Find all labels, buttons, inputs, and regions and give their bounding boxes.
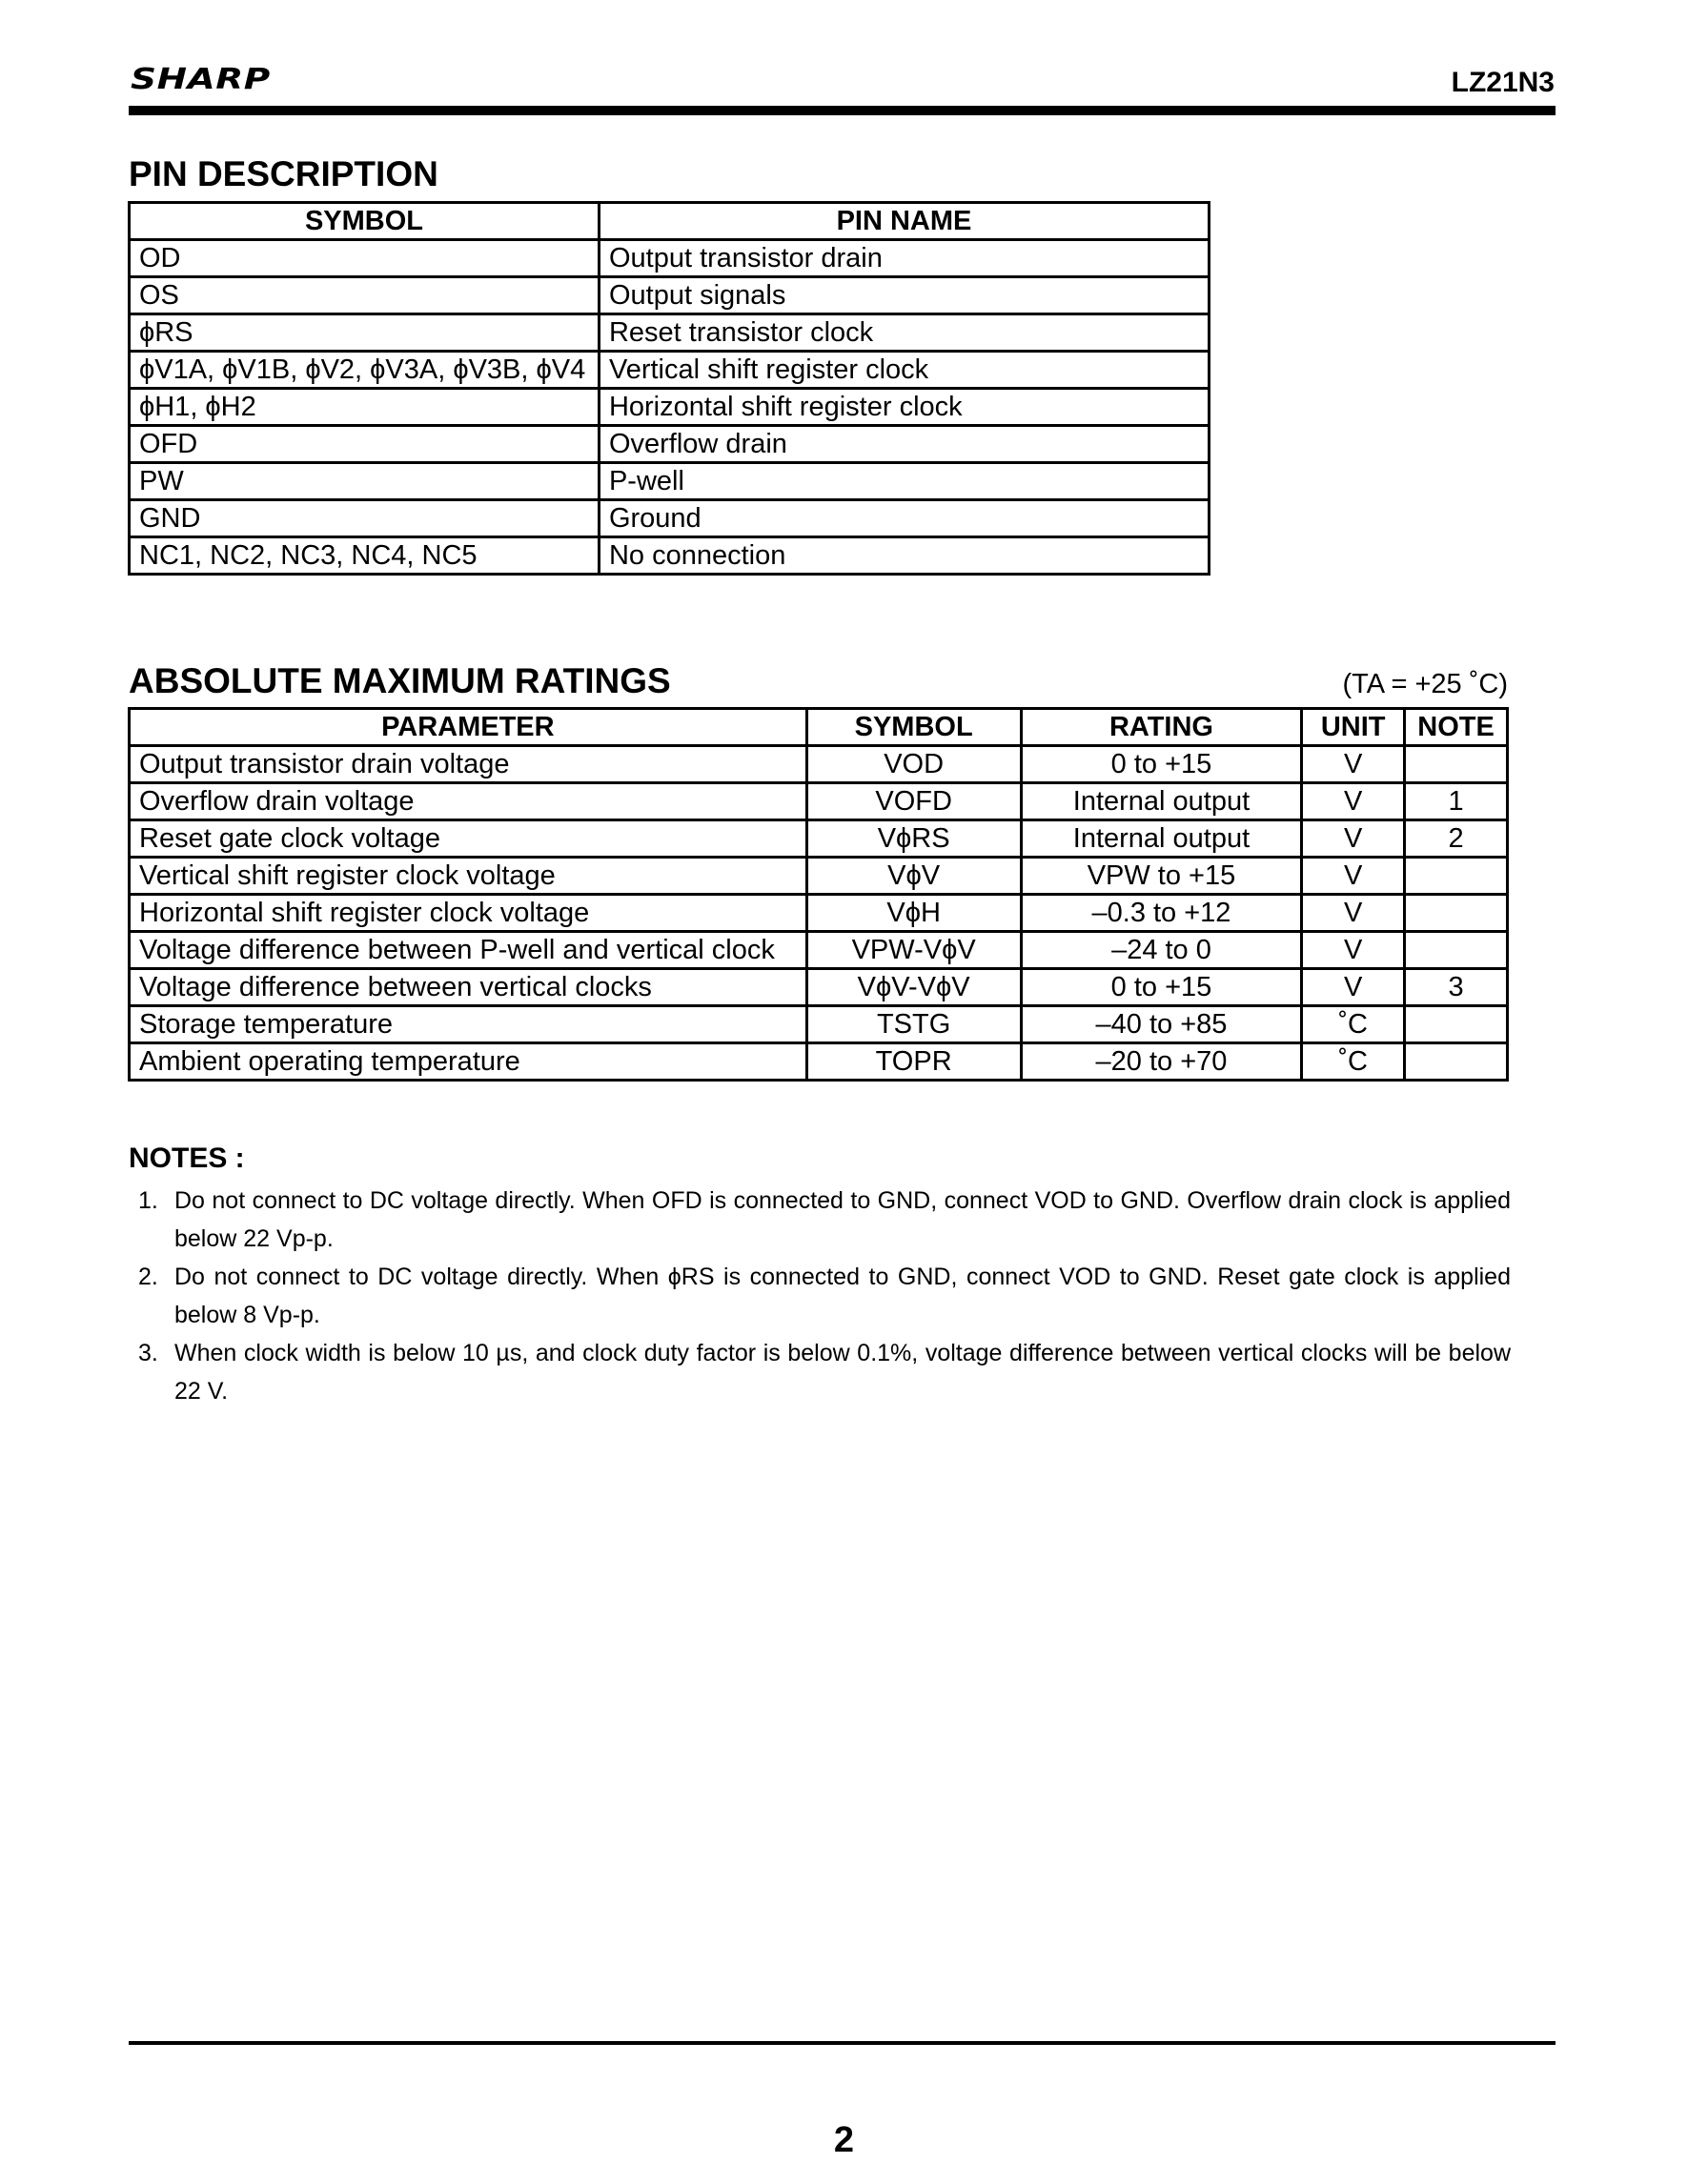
page-number: 2 [833, 2120, 855, 2160]
column-header: PIN NAME [599, 203, 1209, 240]
table-header-row [130, 203, 1210, 240]
rating-note [1405, 1006, 1508, 1043]
table-row [130, 783, 1508, 820]
table-row [130, 746, 1508, 783]
rating-note [1405, 895, 1508, 932]
pin-symbol: PW [130, 463, 600, 500]
rating-parameter: Ambient operating temperature [130, 1043, 807, 1081]
column-header: NOTE [1405, 709, 1508, 746]
rating-unit: V [1302, 895, 1405, 932]
table-row [130, 426, 1210, 463]
rating-value: VPW to +15 [1021, 858, 1302, 895]
column-header: UNIT [1302, 709, 1405, 746]
rating-note: 2 [1405, 820, 1508, 858]
table-row [130, 858, 1508, 895]
pin-symbol: ϕV1A, ϕV1B, ϕV2, ϕV3A, ϕV3B, ϕV4 [130, 352, 600, 389]
table-row [130, 1043, 1508, 1081]
rating-note [1405, 932, 1508, 969]
pin-name: Reset transistor clock [599, 314, 1209, 352]
pin-symbol: OD [130, 240, 600, 277]
pin-name: Ground [599, 500, 1209, 537]
column-header: PARAMETER [130, 709, 807, 746]
pin-symbol: GND [130, 500, 600, 537]
part-number: LZ21N3 [1451, 67, 1555, 98]
rating-symbol: TOPR [806, 1043, 1021, 1081]
rating-parameter: Voltage difference between vertical clocks [130, 969, 807, 1006]
column-header: RATING [1021, 709, 1302, 746]
rating-note [1405, 746, 1508, 783]
pin-name: Overflow drain [599, 426, 1209, 463]
pin-name: P-well [599, 463, 1209, 500]
table-row [130, 277, 1210, 314]
rating-symbol: VOD [806, 746, 1021, 783]
rating-value: Internal output [1021, 783, 1302, 820]
rating-unit: V [1302, 820, 1405, 858]
table-row [130, 820, 1508, 858]
table-row [130, 895, 1508, 932]
table-row [130, 314, 1210, 352]
table-row [130, 463, 1210, 500]
pin-symbol: ϕH1, ϕH2 [130, 389, 600, 426]
pin-name: Horizontal shift register clock [599, 389, 1209, 426]
pin-description-table [128, 201, 1210, 576]
note-item [138, 1334, 1511, 1410]
column-header: SYMBOL [130, 203, 600, 240]
header-rule [129, 106, 1556, 115]
temperature-condition: (TA = +25 ˚C) [1342, 669, 1508, 699]
rating-unit: V [1302, 932, 1405, 969]
rating-parameter: Storage temperature [130, 1006, 807, 1043]
note-number: 3. [138, 1340, 158, 1366]
table-row [130, 1006, 1508, 1043]
rating-parameter: Reset gate clock voltage [130, 820, 807, 858]
rating-value: 0 to +15 [1021, 746, 1302, 783]
table-row [130, 240, 1210, 277]
rating-value: Internal output [1021, 820, 1302, 858]
rating-unit: ˚C [1302, 1006, 1405, 1043]
rating-unit: V [1302, 969, 1405, 1006]
note-item [138, 1258, 1511, 1334]
rating-symbol: VPW-VϕV [806, 932, 1021, 969]
note-number: 1. [138, 1187, 158, 1214]
table-row [130, 969, 1508, 1006]
table-row [130, 389, 1210, 426]
absolute-maximum-ratings-table [128, 707, 1509, 1082]
rating-parameter: Output transistor drain voltage [130, 746, 807, 783]
rating-parameter: Overflow drain voltage [130, 783, 807, 820]
rating-value: 0 to +15 [1021, 969, 1302, 1006]
rating-symbol: VϕH [806, 895, 1021, 932]
note-number: 2. [138, 1264, 158, 1290]
table-header-row [130, 709, 1508, 746]
rating-unit: V [1302, 746, 1405, 783]
pin-name: Vertical shift register clock [599, 352, 1209, 389]
rating-parameter: Vertical shift register clock voltage [130, 858, 807, 895]
pin-name: Output signals [599, 277, 1209, 314]
rating-note [1405, 858, 1508, 895]
note-text: Do not connect to DC voltage directly. When OFD is connected to GND, connect VOD to GND. Overflow drain clock is applied below 22 Vp-p. [174, 1187, 1511, 1252]
note-item [138, 1182, 1511, 1258]
table-row [130, 352, 1210, 389]
pin-symbol: OFD [130, 426, 600, 463]
note-text: Do not connect to DC voltage directly. When ϕRS is connected to GND, connect VOD to GND. Reset gate clock is applied below 8 Vp-p. [174, 1264, 1511, 1328]
rating-note [1405, 1043, 1508, 1081]
rating-value: –24 to 0 [1021, 932, 1302, 969]
rating-value: –0.3 to +12 [1021, 895, 1302, 932]
pin-name: No connection [599, 537, 1209, 575]
rating-symbol: VϕV-VϕV [806, 969, 1021, 1006]
table-row [130, 537, 1210, 575]
footer-rule [129, 2041, 1556, 2045]
rating-parameter: Horizontal shift register clock voltage [130, 895, 807, 932]
rating-symbol: VϕRS [806, 820, 1021, 858]
rating-unit: V [1302, 858, 1405, 895]
rating-symbol: VOFD [806, 783, 1021, 820]
table-row [130, 500, 1210, 537]
pin-name: Output transistor drain [599, 240, 1209, 277]
rating-value: –20 to +70 [1021, 1043, 1302, 1081]
rating-note: 1 [1405, 783, 1508, 820]
rating-symbol: VϕV [806, 858, 1021, 895]
pin-symbol: ϕRS [130, 314, 600, 352]
rating-unit: V [1302, 783, 1405, 820]
notes-list [138, 1182, 1511, 1410]
absolute-maximum-ratings-title: ABSOLUTE MAXIMUM RATINGS [129, 661, 671, 700]
rating-unit: ˚C [1302, 1043, 1405, 1081]
rating-parameter: Voltage difference between P-well and vertical clock [130, 932, 807, 969]
pin-symbol: OS [130, 277, 600, 314]
brand-logo: SHARP [131, 63, 271, 96]
rating-symbol: TSTG [806, 1006, 1021, 1043]
notes-title: NOTES : [129, 1143, 245, 1174]
table-row [130, 932, 1508, 969]
rating-note: 3 [1405, 969, 1508, 1006]
rating-value: –40 to +85 [1021, 1006, 1302, 1043]
column-header: SYMBOL [806, 709, 1021, 746]
pin-symbol: NC1, NC2, NC3, NC4, NC5 [130, 537, 600, 575]
pin-description-title: PIN DESCRIPTION [129, 154, 438, 193]
note-text: When clock width is below 10 µs, and clock duty factor is below 0.1%, voltage difference between vertical clocks will be below 22 V. [174, 1340, 1511, 1405]
